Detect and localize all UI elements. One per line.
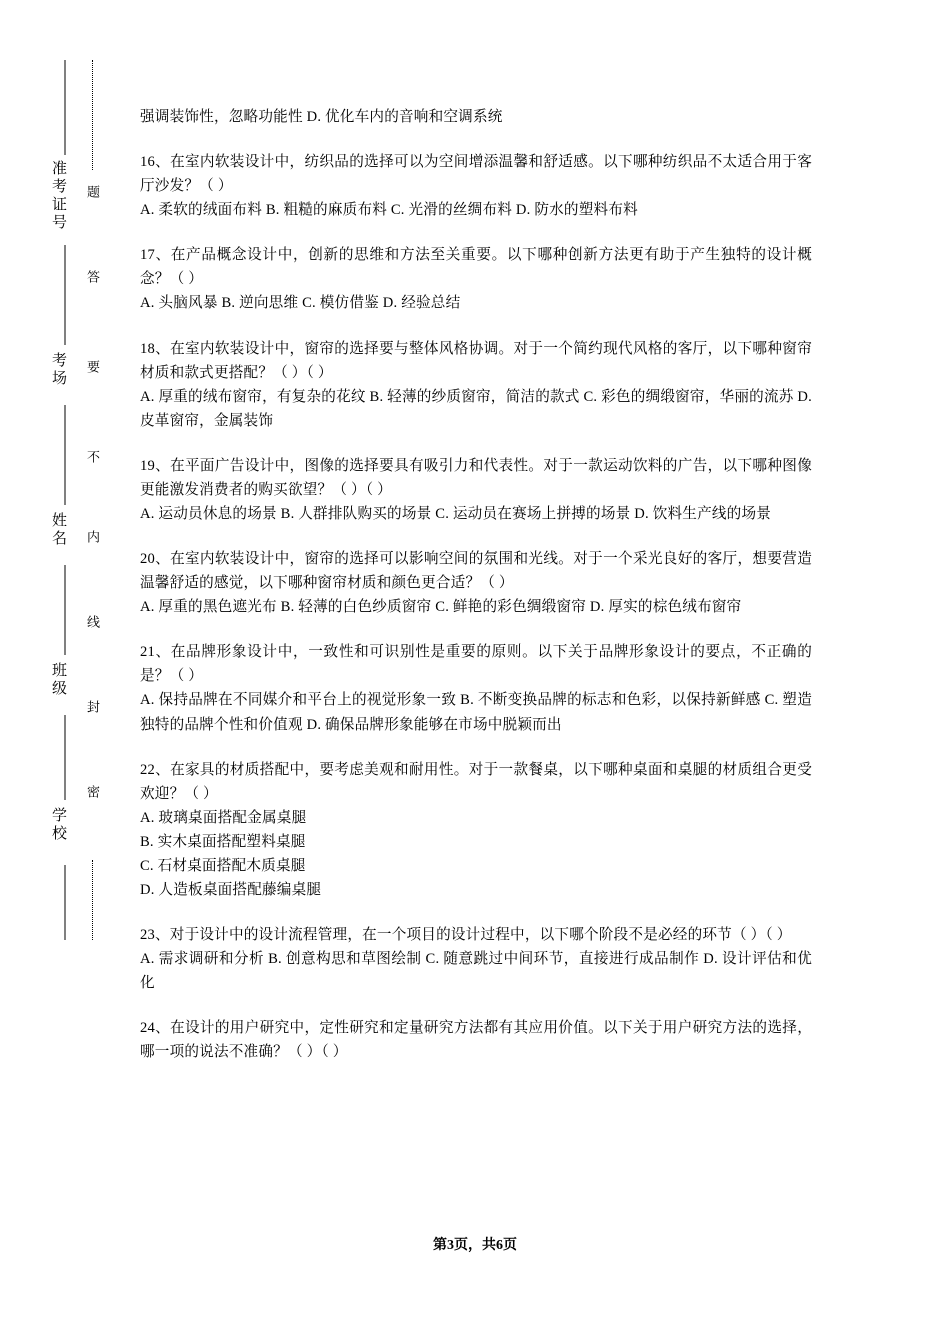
seal-char-nei: 内 [85, 530, 100, 553]
question-21 [140, 640, 812, 736]
question-options: A. 厚重的绒布窗帘，有复杂的花纹 B. 轻薄的纱质窗帘，简洁的款式 C. 彩色的绸缎窗帘，华丽的流苏 D. 皮革窗帘，金属装饰 [140, 388, 812, 429]
question-stem: 16、在室内软装设计中，纺织品的选择可以为空间增添温馨和舒适感。以下哪种纺织品不太适合用于客厅沙发？（ ） [140, 154, 812, 195]
paper-content [140, 105, 812, 1084]
question-stem: 19、在平面广告设计中，图像的选择要具有吸引力和代表性。对于一款运动饮料的广告，以下哪种图像更能激发消费者的购买欲望？（ ）（ ） [140, 457, 812, 498]
seal-label-class: 班级 [50, 662, 66, 698]
seal-rule [65, 245, 66, 345]
question-options: A. 柔软的绒面布料 B. 粗糙的麻质布料 C. 光滑的丝绸布料 D. 防水的塑料布料 [140, 202, 638, 219]
seal-rule [65, 865, 66, 940]
seal-label-name: 姓名 [50, 512, 66, 548]
question-stem: 24、在设计的用户研究中，定性研究和定量研究方法都有其应用价值。以下关于用户研究方法的选择，哪一项的说法不准确？（ ）（ ） [140, 1020, 812, 1061]
seal-label-column [50, 60, 80, 940]
seal-char-feng: 封 [85, 700, 100, 723]
question-options: A. 保持品牌在不同媒介和平台上的视觉形象一致 B. 不断变换品牌的标志和色彩，以保持新鲜感 C. 塑造独特的品牌个性和价值观 D. 确保品牌形象能够在市场中脱颖而出 [140, 692, 812, 733]
seal-dotted-rule [92, 60, 93, 170]
question-options: A. 厚重的黑色遮光布 B. 轻薄的白色纱质窗帘 C. 鲜艳的彩色绸缎窗帘 D. 厚实的棕色绒布窗帘 [140, 599, 742, 616]
page-footer: 第3页，共6页 [433, 1238, 517, 1253]
seal-rule [65, 60, 66, 155]
question-stem: 18、在室内软装设计中，窗帘的选择要与整体风格协调。对于一个简约现代风格的客厅，以下哪种窗帘材质和款式更搭配？（ ）（ ） [140, 340, 812, 381]
seal-label-school: 学校 [50, 807, 66, 843]
seal-band [28, 60, 108, 940]
question-24 [140, 1016, 812, 1064]
seal-dotted-column [86, 60, 116, 940]
question-16 [140, 150, 812, 222]
question-options: A. 运动员休息的场景 B. 人群排队购买的场景 C. 运动员在赛场上拼搏的场景 D. 饮料生产线的场景 [140, 506, 772, 523]
seal-dotted-rule [92, 860, 93, 940]
question-stem: 22、在家具的材质搭配中，要考虑美观和耐用性。对于一款餐桌，以下哪种桌面和桌腿的材质组合更受欢迎？（ ） [140, 761, 812, 802]
question-option-b: B. 实木桌面搭配塑料桌腿 [140, 833, 306, 850]
seal-char-bu: 不 [85, 450, 100, 473]
seal-rule [65, 565, 66, 655]
question-17 [140, 243, 812, 315]
question-stem: 23、对于设计中的设计流程管理，在一个项目的设计过程中，以下哪个阶段不是必经的环节（ ）（ ） [140, 927, 792, 944]
seal-char-ti: 题 [85, 185, 100, 208]
seal-char-mi: 密 [85, 785, 100, 808]
question-stem: 17、在产品概念设计中，创新的思维和方法至关重要。以下哪种创新方法更有助于产生独特的设计概念？（ ） [140, 247, 812, 288]
question-stem: 20、在室内软装设计中，窗帘的选择可以影响空间的氛围和光线。对于一个采光良好的客厅，想要营造温馨舒适的感觉，以下哪种窗帘材质和颜色更合适？（ ） [140, 551, 812, 592]
question-19 [140, 454, 812, 526]
seal-char-da: 答 [85, 270, 100, 293]
question-option-d: D. 人造板桌面搭配藤编桌腿 [140, 882, 322, 899]
seal-label-exam-room: 考场 [50, 352, 66, 388]
seal-char-yao: 要 [85, 360, 100, 383]
question-options: A. 头脑风暴 B. 逆向思维 C. 模仿借鉴 D. 经验总结 [140, 295, 461, 312]
seal-rule [65, 405, 66, 505]
seal-rule [65, 715, 66, 800]
continued-fragment-text: 强调装饰性，忽略功能性 D. 优化车内的音响和空调系统 [140, 109, 503, 125]
question-stem: 21、在品牌形象设计中，一致性和可识别性是重要的原则。以下关于品牌形象设计的要点，不正确的是？（ ） [140, 644, 812, 685]
question-18 [140, 337, 812, 433]
seal-label-exam-number: 准考证号 [50, 160, 66, 232]
seal-char-xian: 线 [85, 615, 100, 638]
continued-fragment [140, 105, 812, 129]
question-option-a: A. 玻璃桌面搭配金属桌腿 [140, 809, 307, 826]
question-options: A. 需求调研和分析 B. 创意构思和草图绘制 C. 随意跳过中间环节，直接进行成品制作 D. 设计评估和优化 [140, 951, 812, 992]
question-option-c: C. 石材桌面搭配木质桌腿 [140, 857, 306, 874]
question-22 [140, 758, 812, 902]
question-23 [140, 923, 812, 995]
question-20 [140, 547, 812, 619]
